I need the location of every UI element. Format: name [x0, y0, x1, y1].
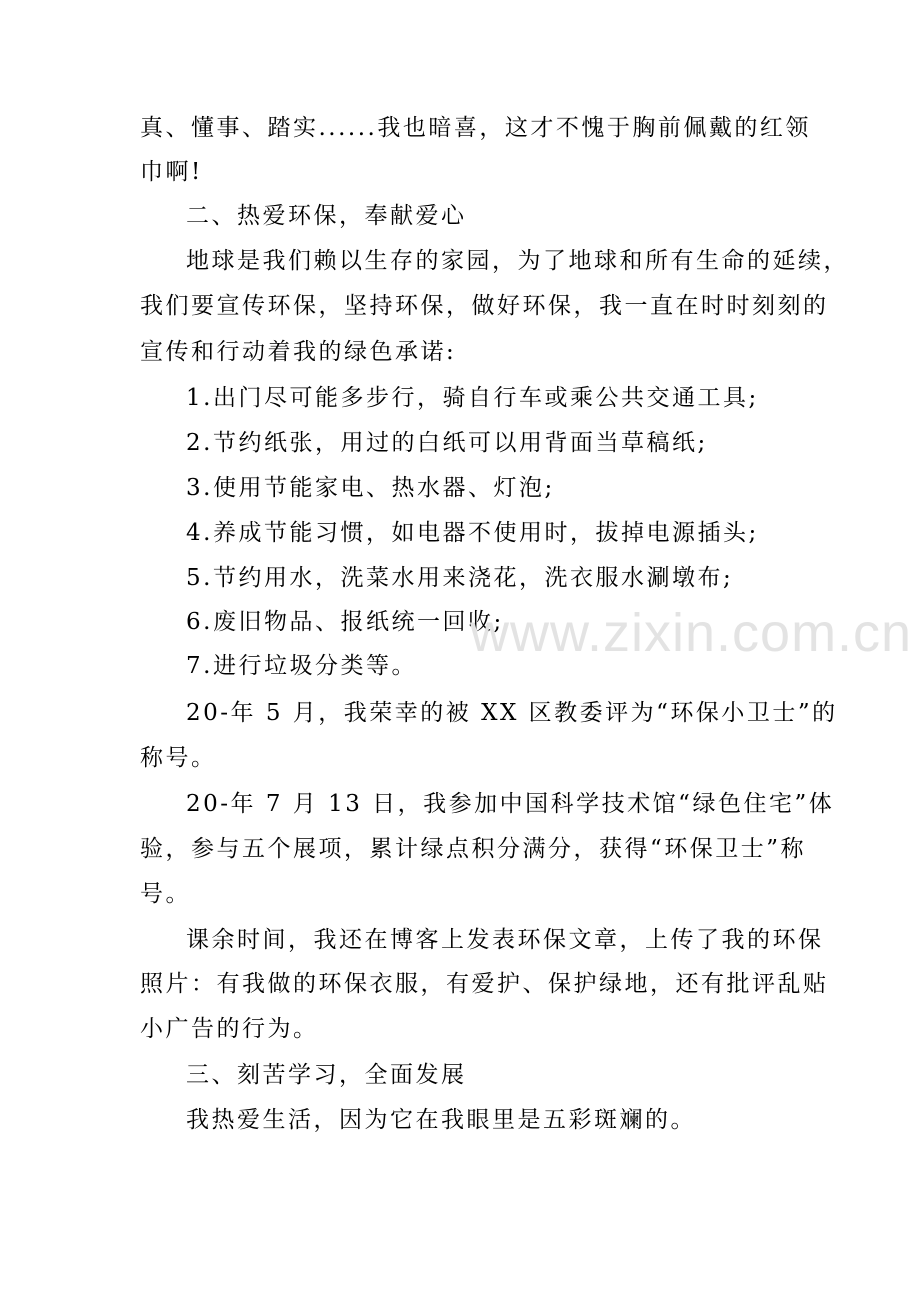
text-line: 巾啊! — [140, 159, 203, 185]
text-line: 照片：有我做的环保衣服，有爱护、保护绿地，还有批评乱贴 — [140, 971, 829, 997]
list-item: 4.养成节能习惯，如电器不使用时，拔掉电源插头; — [186, 520, 759, 546]
text-line: 20-年 5 月，我荣幸的被 XX 区教委评为“环保小卫士”的 — [186, 700, 838, 726]
text-line: 号。 — [140, 881, 191, 907]
section-heading: 二、热爱环保，奉献爱心 — [186, 203, 467, 229]
section-heading: 三、刻苦学习，全面发展 — [186, 1062, 467, 1088]
text-line: 宣传和行动着我的绿色承诺: — [140, 339, 457, 365]
list-item: 3.使用节能家电、热水器、灯泡; — [186, 475, 555, 501]
text-line: 验，参与五个展项，累计绿点积分满分，获得“环保卫士”称 — [140, 836, 807, 862]
text-line: 地球是我们赖以生存的家园，为了地球和所有生命的延续， — [186, 248, 849, 274]
list-item: 5.节约用水，洗菜水用来浇花，洗衣服水涮墩布; — [186, 565, 734, 591]
watermark: www.zixin.com.cn — [470, 603, 913, 663]
text-line: 真、懂事、踏实......我也暗喜，这才不愧于胸前佩戴的红领 — [140, 115, 811, 141]
list-item: 6.废旧物品、报纸统一回收; — [186, 609, 504, 635]
text-line: 小广告的行为。 — [140, 1016, 319, 1042]
list-item: 7.进行垃圾分类等。 — [186, 653, 417, 679]
text-line: 称号。 — [140, 745, 217, 771]
text-line: 20-年 7 月 13 日，我参加中国科学技术馆“绿色住宅”体 — [186, 791, 835, 817]
text-line: 我们要宣传环保，坚持环保，做好环保，我一直在时时刻刻的 — [140, 293, 829, 319]
text-line: 课余时间，我还在博客上发表环保文章，上传了我的环保 — [186, 927, 824, 953]
text-line: 我热爱生活，因为它在我眼里是五彩斑斓的。 — [186, 1107, 696, 1133]
list-item: 1.出门尽可能多步行，骑自行车或乘公共交通工具; — [186, 385, 759, 411]
list-item: 2.节约纸张，用过的白纸可以用背面当草稿纸; — [186, 430, 708, 456]
